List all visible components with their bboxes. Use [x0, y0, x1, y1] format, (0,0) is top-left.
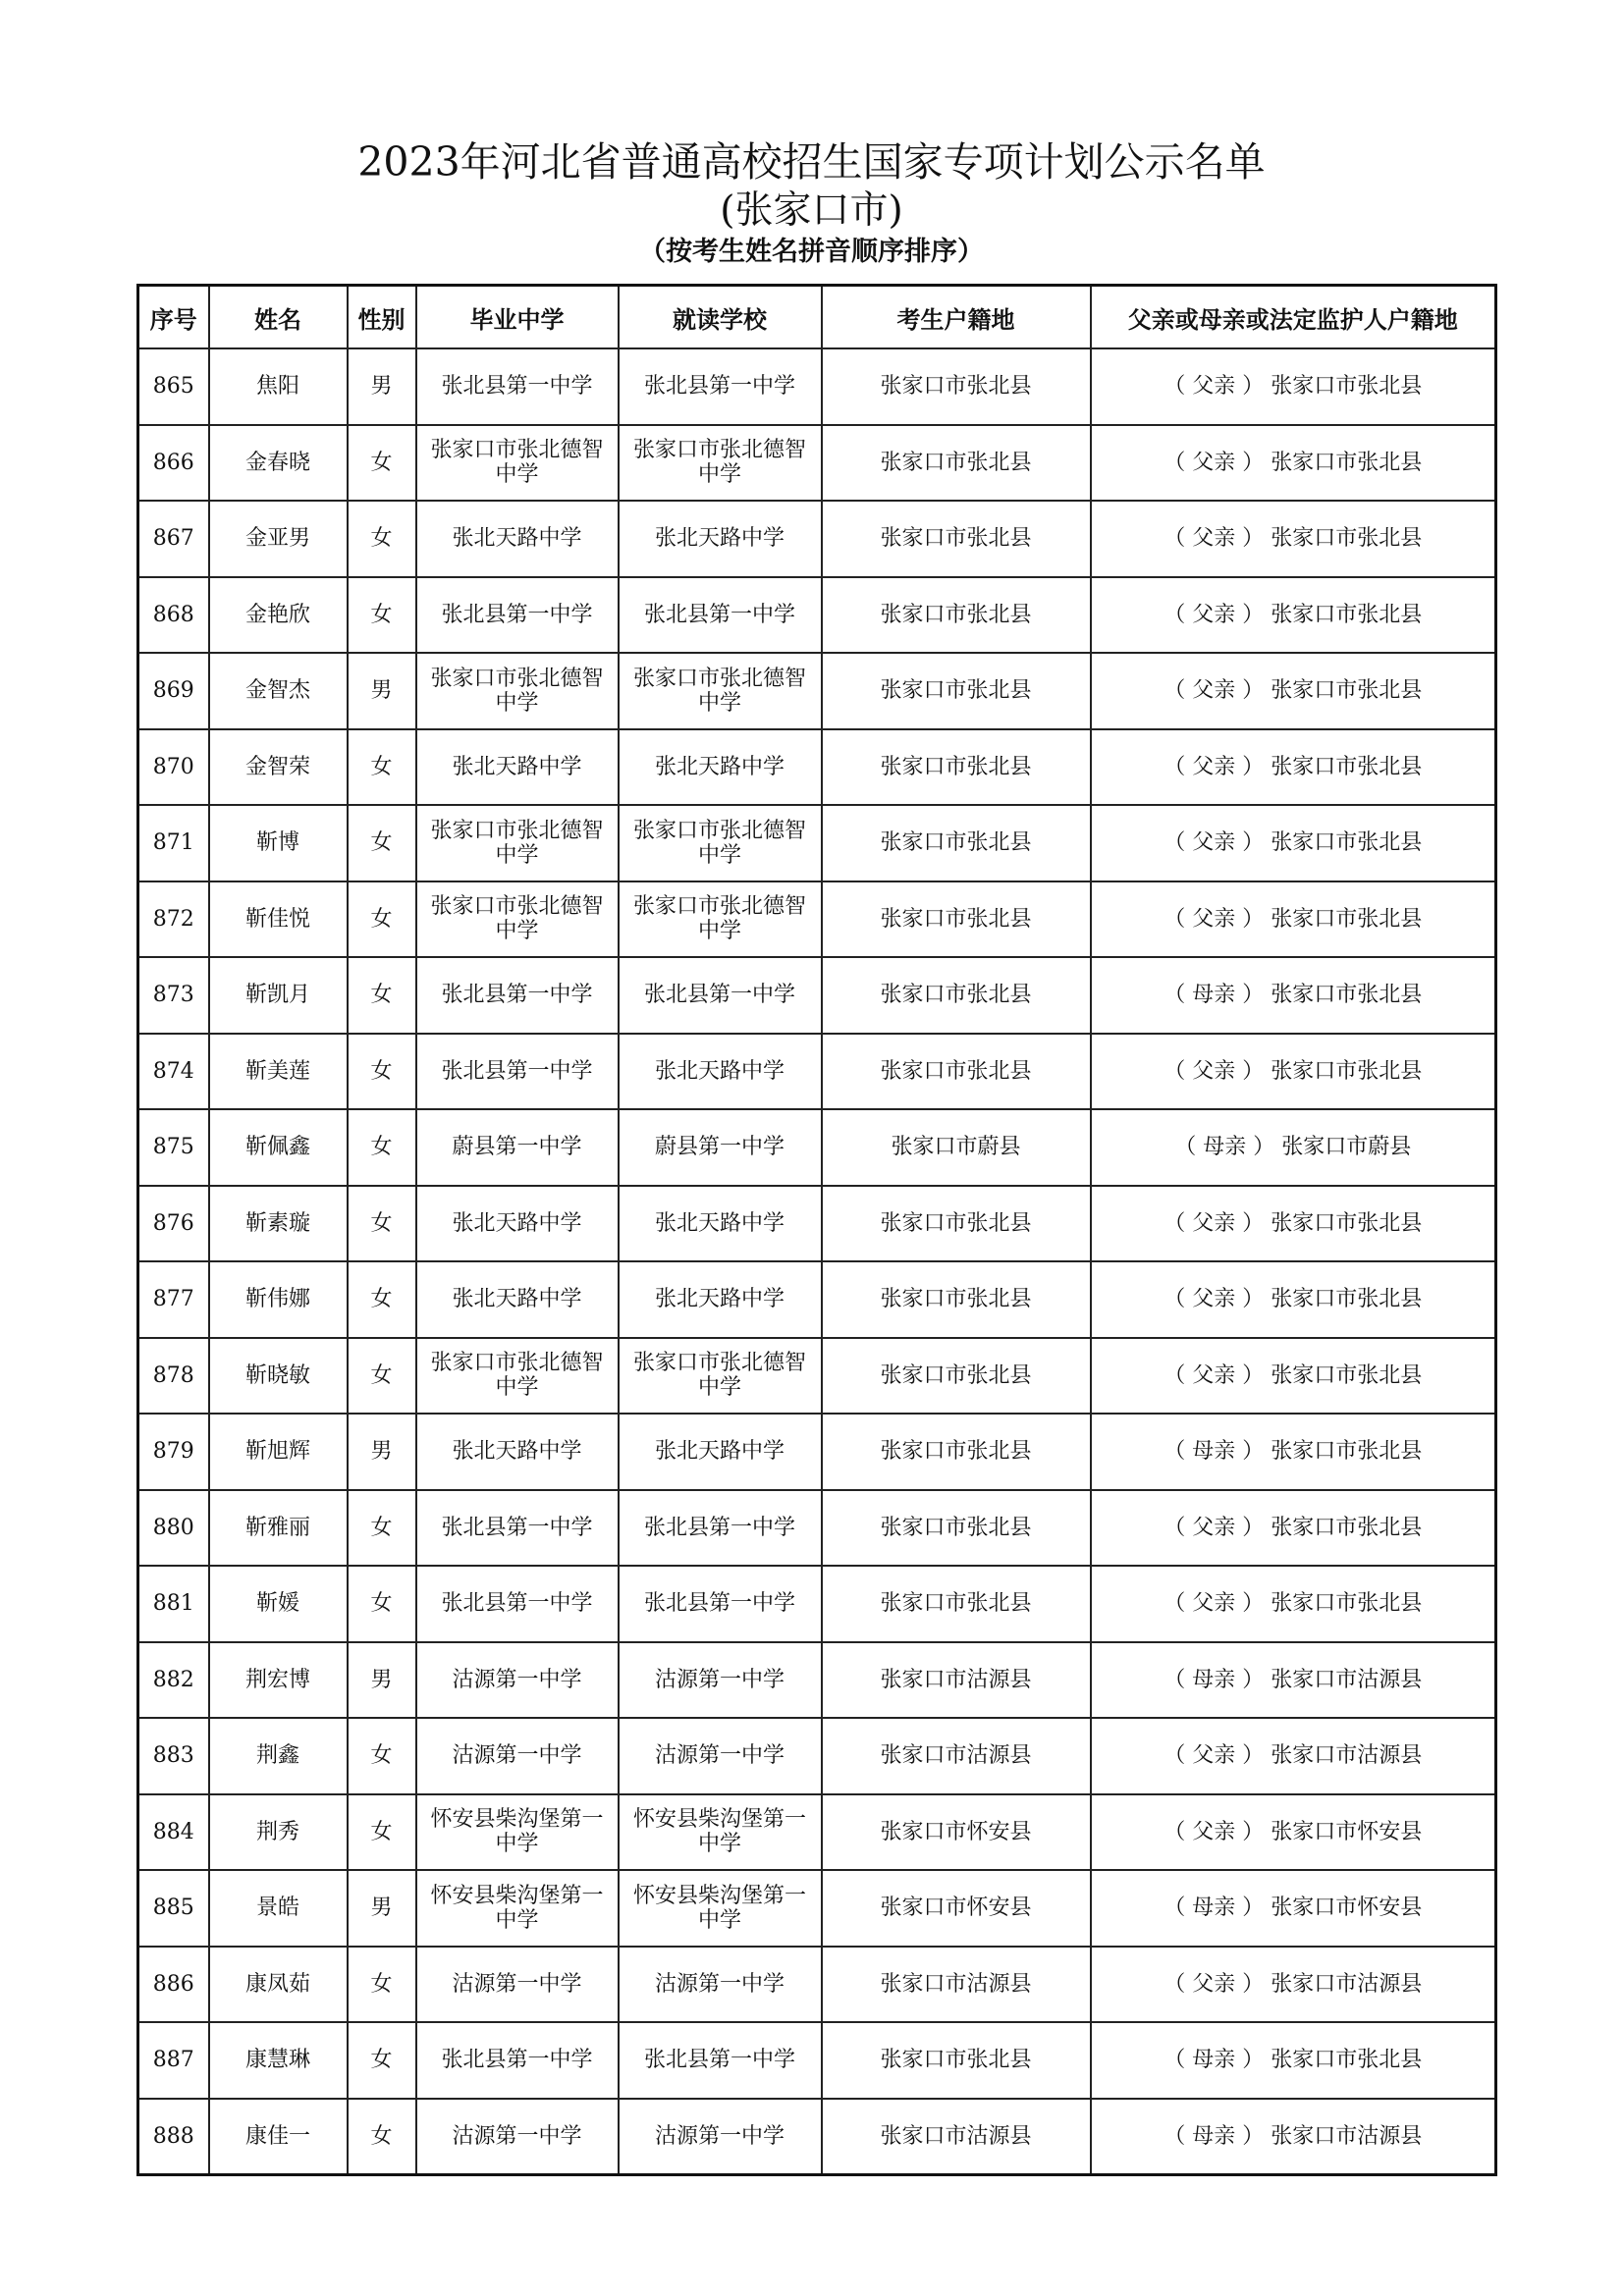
table-row — [138, 1109, 1496, 1186]
cell-student-hukou: 张家口市张北县 — [822, 957, 1091, 1034]
cell-graduated-school: 张北县第一中学 — [416, 348, 619, 425]
cell-gender: 女 — [348, 577, 416, 654]
cell-graduated-school: 沽源第一中学 — [416, 1947, 619, 2023]
cell-graduated-school: 张家口市张北德智中学 — [416, 805, 619, 881]
column-header-current-school: 就读学校 — [619, 286, 822, 349]
cell-seq: 875 — [138, 1109, 209, 1186]
cell-current-school: 张北天路中学 — [619, 1261, 822, 1338]
cell-student-hukou: 张家口市怀安县 — [822, 1870, 1091, 1947]
cell-student-hukou: 张家口市蔚县 — [822, 1109, 1091, 1186]
table-row — [138, 1186, 1496, 1262]
cell-gender: 女 — [348, 1947, 416, 2023]
cell-student-hukou: 张家口市张北县 — [822, 2022, 1091, 2099]
table-row — [138, 957, 1496, 1034]
cell-name: 靳伟娜 — [209, 1261, 348, 1338]
cell-guardian-hukou: （ 父亲 ） 张家口市张北县 — [1091, 1490, 1496, 1567]
cell-seq: 869 — [138, 653, 209, 729]
cell-gender: 女 — [348, 1109, 416, 1186]
cell-name: 靳博 — [209, 805, 348, 881]
column-header-seq: 序号 — [138, 286, 209, 349]
cell-name: 金艳欣 — [209, 577, 348, 654]
cell-current-school: 张家口市张北德智中学 — [619, 425, 822, 502]
cell-guardian-hukou: （ 母亲 ） 张家口市张北县 — [1091, 957, 1496, 1034]
cell-seq: 883 — [138, 1718, 209, 1794]
cell-graduated-school: 沽源第一中学 — [416, 1718, 619, 1794]
cell-gender: 女 — [348, 501, 416, 577]
cell-guardian-hukou: （ 父亲 ） 张家口市怀安县 — [1091, 1794, 1496, 1871]
cell-name: 靳佳悦 — [209, 881, 348, 958]
table-row — [138, 881, 1496, 958]
cell-current-school: 沽源第一中学 — [619, 2099, 822, 2175]
cell-gender: 男 — [348, 348, 416, 425]
cell-gender: 女 — [348, 1338, 416, 1415]
cell-gender: 女 — [348, 1261, 416, 1338]
cell-name: 靳媛 — [209, 1566, 348, 1642]
cell-current-school: 张北县第一中学 — [619, 577, 822, 654]
cell-seq: 887 — [138, 2022, 209, 2099]
table-row — [138, 1261, 1496, 1338]
cell-student-hukou: 张家口市张北县 — [822, 1414, 1091, 1490]
cell-graduated-school: 张北县第一中学 — [416, 1490, 619, 1567]
cell-graduated-school: 张家口市张北德智中学 — [416, 1338, 619, 1415]
cell-current-school: 张北天路中学 — [619, 729, 822, 806]
cell-seq: 881 — [138, 1566, 209, 1642]
cell-student-hukou: 张家口市张北县 — [822, 577, 1091, 654]
cell-gender: 男 — [348, 1414, 416, 1490]
cell-seq: 877 — [138, 1261, 209, 1338]
cell-name: 靳凯月 — [209, 957, 348, 1034]
cell-gender: 女 — [348, 1490, 416, 1567]
cell-name: 金智荣 — [209, 729, 348, 806]
cell-seq: 867 — [138, 501, 209, 577]
cell-current-school: 张家口市张北德智中学 — [619, 881, 822, 958]
cell-seq: 879 — [138, 1414, 209, 1490]
cell-graduated-school: 张家口市张北德智中学 — [416, 881, 619, 958]
table-row — [138, 1414, 1496, 1490]
cell-guardian-hukou: （ 母亲 ） 张家口市张北县 — [1091, 1414, 1496, 1490]
cell-current-school: 沽源第一中学 — [619, 1718, 822, 1794]
cell-current-school: 张北天路中学 — [619, 1414, 822, 1490]
cell-guardian-hukou: （ 父亲 ） 张家口市张北县 — [1091, 348, 1496, 425]
cell-gender: 女 — [348, 1566, 416, 1642]
table-row — [138, 805, 1496, 881]
cell-seq: 866 — [138, 425, 209, 502]
cell-gender: 女 — [348, 1718, 416, 1794]
cell-name: 金智杰 — [209, 653, 348, 729]
cell-student-hukou: 张家口市张北县 — [822, 501, 1091, 577]
cell-student-hukou: 张家口市张北县 — [822, 1338, 1091, 1415]
cell-student-hukou: 张家口市沽源县 — [822, 2099, 1091, 2175]
cell-graduated-school: 张家口市张北德智中学 — [416, 653, 619, 729]
table-row — [138, 2022, 1496, 2099]
table-row — [138, 1642, 1496, 1719]
cell-seq: 885 — [138, 1870, 209, 1947]
cell-current-school: 怀安县柴沟堡第一中学 — [619, 1794, 822, 1871]
cell-current-school: 沽源第一中学 — [619, 1947, 822, 2023]
cell-student-hukou: 张家口市张北县 — [822, 348, 1091, 425]
cell-student-hukou: 张家口市沽源县 — [822, 1642, 1091, 1719]
cell-gender: 女 — [348, 425, 416, 502]
table-row — [138, 348, 1496, 425]
cell-graduated-school: 张北县第一中学 — [416, 2022, 619, 2099]
cell-student-hukou: 张家口市沽源县 — [822, 1718, 1091, 1794]
cell-graduated-school: 沽源第一中学 — [416, 2099, 619, 2175]
cell-current-school: 张北县第一中学 — [619, 1566, 822, 1642]
cell-student-hukou: 张家口市沽源县 — [822, 1947, 1091, 2023]
cell-current-school: 张北天路中学 — [619, 1034, 822, 1110]
cell-seq: 871 — [138, 805, 209, 881]
cell-guardian-hukou: （ 父亲 ） 张家口市张北县 — [1091, 1034, 1496, 1110]
cell-name: 靳晓敏 — [209, 1338, 348, 1415]
cell-guardian-hukou: （ 父亲 ） 张家口市张北县 — [1091, 729, 1496, 806]
cell-gender: 女 — [348, 1794, 416, 1871]
cell-guardian-hukou: （ 父亲 ） 张家口市张北县 — [1091, 577, 1496, 654]
cell-graduated-school: 张北县第一中学 — [416, 1566, 619, 1642]
cell-name: 焦阳 — [209, 348, 348, 425]
cell-current-school: 张家口市张北德智中学 — [619, 805, 822, 881]
cell-graduated-school: 怀安县柴沟堡第一中学 — [416, 1870, 619, 1947]
cell-student-hukou: 张家口市张北县 — [822, 1186, 1091, 1262]
cell-gender: 男 — [348, 1642, 416, 1719]
cell-seq: 872 — [138, 881, 209, 958]
table-row — [138, 1566, 1496, 1642]
cell-guardian-hukou: （ 父亲 ） 张家口市张北县 — [1091, 805, 1496, 881]
cell-seq: 880 — [138, 1490, 209, 1567]
cell-seq: 876 — [138, 1186, 209, 1262]
cell-gender: 女 — [348, 729, 416, 806]
cell-name: 靳佩鑫 — [209, 1109, 348, 1186]
table-row — [138, 577, 1496, 654]
cell-graduated-school: 张北天路中学 — [416, 1186, 619, 1262]
cell-guardian-hukou: （ 父亲 ） 张家口市沽源县 — [1091, 1718, 1496, 1794]
table-row — [138, 1947, 1496, 2023]
cell-student-hukou: 张家口市张北县 — [822, 805, 1091, 881]
cell-current-school: 怀安县柴沟堡第一中学 — [619, 1870, 822, 1947]
cell-guardian-hukou: （ 父亲 ） 张家口市张北县 — [1091, 425, 1496, 502]
cell-name: 金春晓 — [209, 425, 348, 502]
table-row — [138, 2099, 1496, 2175]
cell-student-hukou: 张家口市张北县 — [822, 425, 1091, 502]
cell-seq: 874 — [138, 1034, 209, 1110]
cell-student-hukou: 张家口市张北县 — [822, 729, 1091, 806]
cell-seq: 884 — [138, 1794, 209, 1871]
cell-graduated-school: 蔚县第一中学 — [416, 1109, 619, 1186]
cell-current-school: 蔚县第一中学 — [619, 1109, 822, 1186]
cell-seq: 888 — [138, 2099, 209, 2175]
cell-graduated-school: 张北天路中学 — [416, 501, 619, 577]
cell-guardian-hukou: （ 母亲 ） 张家口市沽源县 — [1091, 2099, 1496, 2175]
cell-guardian-hukou: （ 父亲 ） 张家口市张北县 — [1091, 1261, 1496, 1338]
cell-gender: 男 — [348, 1870, 416, 1947]
cell-current-school: 张北县第一中学 — [619, 1490, 822, 1567]
cell-gender: 女 — [348, 881, 416, 958]
cell-gender: 女 — [348, 1034, 416, 1110]
cell-gender: 女 — [348, 2099, 416, 2175]
cell-seq: 878 — [138, 1338, 209, 1415]
cell-graduated-school: 张北县第一中学 — [416, 1034, 619, 1110]
column-header-student-hukou: 考生户籍地 — [822, 286, 1091, 349]
cell-graduated-school: 张北县第一中学 — [416, 577, 619, 654]
cell-seq: 870 — [138, 729, 209, 806]
cell-student-hukou: 张家口市张北县 — [822, 881, 1091, 958]
cell-current-school: 张北县第一中学 — [619, 957, 822, 1034]
table-row — [138, 729, 1496, 806]
cell-graduated-school: 张北天路中学 — [416, 1261, 619, 1338]
table-row — [138, 1718, 1496, 1794]
column-header-name: 姓名 — [209, 286, 348, 349]
cell-gender: 男 — [348, 653, 416, 729]
cell-name: 荆宏博 — [209, 1642, 348, 1719]
cell-current-school: 张北天路中学 — [619, 1186, 822, 1262]
cell-seq: 873 — [138, 957, 209, 1034]
cell-seq: 882 — [138, 1642, 209, 1719]
cell-current-school: 张北县第一中学 — [619, 2022, 822, 2099]
cell-seq: 886 — [138, 1947, 209, 2023]
cell-current-school: 张家口市张北德智中学 — [619, 653, 822, 729]
cell-guardian-hukou: （ 母亲 ） 张家口市张北县 — [1091, 2022, 1496, 2099]
cell-student-hukou: 张家口市张北县 — [822, 1034, 1091, 1110]
table-row — [138, 1338, 1496, 1415]
cell-name: 荆秀 — [209, 1794, 348, 1871]
cell-name: 靳雅丽 — [209, 1490, 348, 1567]
cell-name: 康凤茹 — [209, 1947, 348, 2023]
table-row — [138, 425, 1496, 502]
cell-student-hukou: 张家口市张北县 — [822, 1261, 1091, 1338]
cell-student-hukou: 张家口市怀安县 — [822, 1794, 1091, 1871]
cell-current-school: 张家口市张北德智中学 — [619, 1338, 822, 1415]
cell-seq: 868 — [138, 577, 209, 654]
cell-guardian-hukou: （ 母亲 ） 张家口市蔚县 — [1091, 1109, 1496, 1186]
sort-note: （按考生姓名拼音顺序排序） — [639, 237, 984, 267]
cell-graduated-school: 张北县第一中学 — [416, 957, 619, 1034]
cell-guardian-hukou: （ 父亲 ） 张家口市张北县 — [1091, 881, 1496, 958]
cell-name: 靳素璇 — [209, 1186, 348, 1262]
table-row — [138, 1490, 1496, 1567]
cell-seq: 865 — [138, 348, 209, 425]
cell-guardian-hukou: （ 父亲 ） 张家口市张北县 — [1091, 653, 1496, 729]
cell-guardian-hukou: （ 父亲 ） 张家口市沽源县 — [1091, 1947, 1496, 2023]
cell-name: 康慧琳 — [209, 2022, 348, 2099]
cell-guardian-hukou: （ 父亲 ） 张家口市张北县 — [1091, 1186, 1496, 1262]
cell-name: 康佳一 — [209, 2099, 348, 2175]
column-header-gender: 性别 — [348, 286, 416, 349]
cell-student-hukou: 张家口市张北县 — [822, 1566, 1091, 1642]
cell-student-hukou: 张家口市张北县 — [822, 653, 1091, 729]
table-row — [138, 1794, 1496, 1871]
page-title: 2023年河北省普通高校招生国家专项计划公示名单 — [357, 138, 1266, 186]
cell-gender: 女 — [348, 805, 416, 881]
cell-guardian-hukou: （ 父亲 ） 张家口市张北县 — [1091, 1338, 1496, 1415]
table-row — [138, 1034, 1496, 1110]
cell-graduated-school: 沽源第一中学 — [416, 1642, 619, 1719]
cell-guardian-hukou: （ 父亲 ） 张家口市张北县 — [1091, 1566, 1496, 1642]
table-body — [138, 348, 1496, 2175]
cell-gender: 女 — [348, 1186, 416, 1262]
cell-current-school: 张北县第一中学 — [619, 348, 822, 425]
cell-name: 靳美莲 — [209, 1034, 348, 1110]
cell-graduated-school: 怀安县柴沟堡第一中学 — [416, 1794, 619, 1871]
cell-graduated-school: 张家口市张北德智中学 — [416, 425, 619, 502]
column-header-graduated-school: 毕业中学 — [416, 286, 619, 349]
table-row — [138, 1870, 1496, 1947]
table-header — [138, 286, 1496, 349]
cell-name: 金亚男 — [209, 501, 348, 577]
roster-table — [136, 284, 1497, 2176]
cell-gender: 女 — [348, 957, 416, 1034]
cell-current-school: 沽源第一中学 — [619, 1642, 822, 1719]
cell-student-hukou: 张家口市张北县 — [822, 1490, 1091, 1567]
header-row — [138, 286, 1496, 349]
cell-name: 靳旭辉 — [209, 1414, 348, 1490]
table-row — [138, 501, 1496, 577]
column-header-guardian-hukou: 父亲或母亲或法定监护人户籍地 — [1091, 286, 1496, 349]
cell-name: 荆鑫 — [209, 1718, 348, 1794]
cell-guardian-hukou: （ 母亲 ） 张家口市怀安县 — [1091, 1870, 1496, 1947]
cell-name: 景皓 — [209, 1870, 348, 1947]
cell-current-school: 张北天路中学 — [619, 501, 822, 577]
cell-guardian-hukou: （ 父亲 ） 张家口市张北县 — [1091, 501, 1496, 577]
page-subtitle: (张家口市) — [720, 188, 903, 233]
cell-gender: 女 — [348, 2022, 416, 2099]
table-row — [138, 653, 1496, 729]
cell-graduated-school: 张北天路中学 — [416, 1414, 619, 1490]
cell-graduated-school: 张北天路中学 — [416, 729, 619, 806]
cell-guardian-hukou: （ 母亲 ） 张家口市沽源县 — [1091, 1642, 1496, 1719]
